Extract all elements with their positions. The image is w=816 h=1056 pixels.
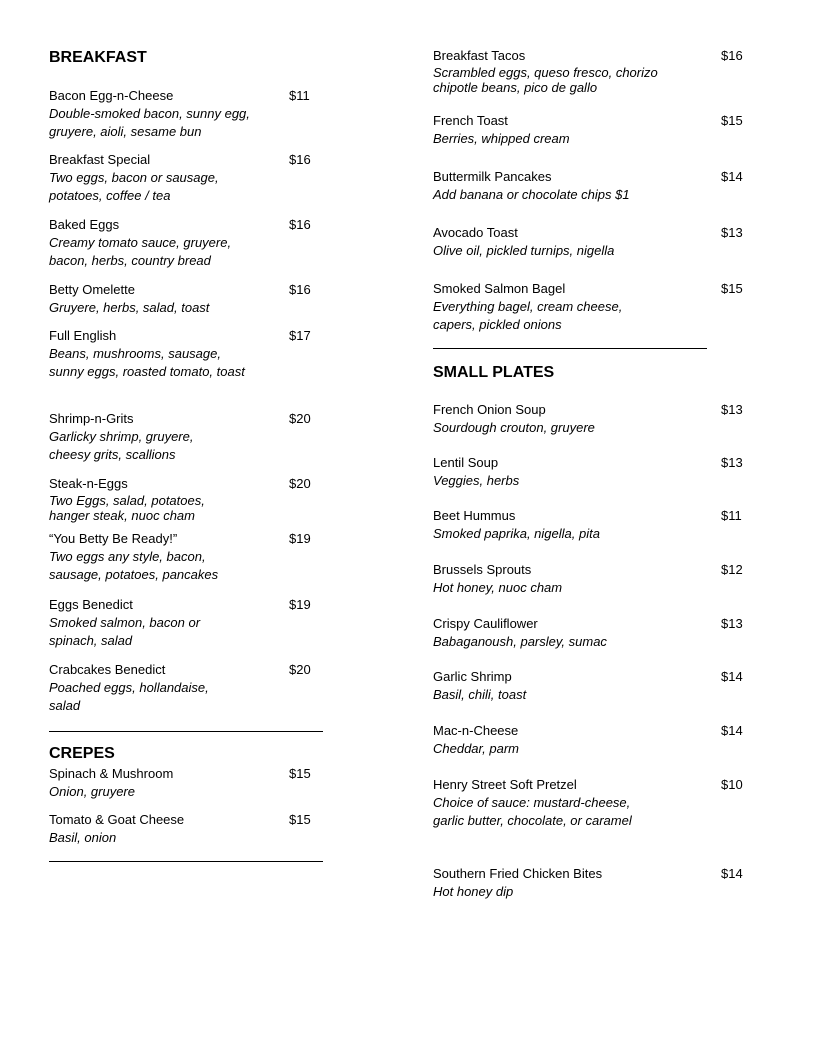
- menu-item: [433, 47, 745, 95]
- item-price: $10: [721, 777, 743, 792]
- item-price: $15: [289, 812, 311, 827]
- item-description: Hot honey, nuoc cham: [433, 580, 563, 595]
- item-description: Babaganoush, parsley, sumac: [433, 634, 607, 649]
- item-price: $16: [721, 48, 743, 63]
- menu-item: [433, 112, 745, 148]
- menu-item: [433, 561, 745, 597]
- menu-item: [49, 811, 323, 847]
- section-divider: [49, 861, 323, 862]
- item-description: Scrambled eggs, queso fresco, chorizo chipotle beans, pico de gallo: [433, 65, 658, 95]
- item-description: Two eggs, bacon or sausage, potatoes, coffee / tea: [49, 170, 219, 203]
- item-price: $20: [289, 662, 311, 677]
- item-name: Bacon Egg-n-Cheese: [49, 88, 174, 103]
- item-name: French Onion Soup: [433, 402, 546, 417]
- item-description: Beans, mushrooms, sausage, sunny eggs, roasted tomato, toast: [49, 346, 245, 379]
- item-description: Garlicky shrimp, gruyere, cheesy grits, scallions: [49, 429, 194, 462]
- item-price: $14: [721, 169, 743, 184]
- item-name: Full English: [49, 328, 117, 343]
- menu-item: [49, 216, 323, 270]
- item-name: Beet Hummus: [433, 508, 516, 523]
- item-name: Baked Eggs: [49, 217, 120, 232]
- item-price: $16: [289, 282, 311, 297]
- item-description: Hot honey dip: [433, 884, 514, 899]
- item-price: $11: [721, 508, 742, 523]
- item-description: Choice of sauce: mustard-cheese, garlic butter, chocolate, or caramel: [433, 795, 632, 828]
- crepes-heading: CREPES: [49, 745, 115, 762]
- item-description: Add banana or chocolate chips $1: [433, 187, 630, 202]
- item-price: $15: [721, 281, 743, 296]
- item-price: $19: [289, 597, 311, 612]
- menu-item: [433, 401, 745, 437]
- menu-item: [433, 280, 745, 334]
- item-price: $17: [289, 328, 311, 343]
- item-name: Buttermilk Pancakes: [433, 169, 552, 184]
- menu-item: [433, 865, 745, 901]
- menu-item: [49, 281, 323, 317]
- menu-item: [49, 530, 323, 584]
- item-description: Gruyere, herbs, salad, toast: [49, 300, 210, 315]
- item-description: Poached eggs, hollandaise, salad: [49, 680, 209, 713]
- menu-item: [49, 661, 323, 715]
- menu-item: [433, 168, 745, 204]
- item-description: Double-smoked bacon, sunny egg, gruyere, aioli, sesame bun: [49, 106, 250, 139]
- menu-item: [49, 475, 323, 523]
- item-price: $15: [721, 113, 743, 128]
- item-name: Brussels Sprouts: [433, 562, 532, 577]
- menu-item: [49, 410, 323, 464]
- item-description: Two eggs any style, bacon, sausage, potatoes, pancakes: [49, 549, 219, 582]
- menu-item: [433, 776, 745, 830]
- item-description: Veggies, herbs: [433, 473, 520, 488]
- menu-item: [433, 454, 745, 490]
- item-description: Everything bagel, cream cheese, capers, pickled onions: [433, 299, 623, 332]
- item-name: Crispy Cauliflower: [433, 616, 538, 631]
- item-price: $13: [721, 402, 743, 417]
- menu-item: [433, 224, 745, 260]
- item-name: Southern Fried Chicken Bites: [433, 866, 603, 881]
- item-price: $11: [289, 88, 310, 103]
- item-description: Smoked paprika, nigella, pita: [433, 526, 600, 541]
- item-name: Henry Street Soft Pretzel: [433, 777, 577, 792]
- item-name: French Toast: [433, 113, 508, 128]
- item-price: $12: [721, 562, 743, 577]
- menu-item: [49, 87, 323, 141]
- item-description: Basil, onion: [49, 830, 117, 845]
- item-description: Sourdough crouton, gruyere: [433, 420, 595, 435]
- item-name: Steak-n-Eggs: [49, 476, 128, 491]
- menu-item: [49, 327, 323, 381]
- item-price: $14: [721, 866, 743, 881]
- item-description: Basil, chili, toast: [433, 687, 527, 702]
- menu-item: [433, 668, 745, 704]
- menu-item: [49, 765, 323, 801]
- menu-item: [49, 596, 323, 650]
- item-price: $15: [289, 766, 311, 781]
- item-price: $20: [289, 476, 311, 491]
- item-name: Garlic Shrimp: [433, 669, 512, 684]
- item-price: $14: [721, 723, 743, 738]
- item-name: Breakfast Special: [49, 152, 151, 167]
- item-name: Betty Omelette: [49, 282, 135, 297]
- item-name: Avocado Toast: [433, 225, 518, 240]
- item-name: Tomato & Goat Cheese: [49, 812, 185, 827]
- item-name: Mac-n-Cheese: [433, 723, 519, 738]
- item-price: $20: [289, 411, 311, 426]
- item-name: Lentil Soup: [433, 455, 499, 470]
- item-price: $16: [289, 152, 311, 167]
- item-name: Shrimp-n-Grits: [49, 411, 134, 426]
- item-price: $19: [289, 531, 311, 546]
- item-description: Smoked salmon, bacon or spinach, salad: [49, 615, 201, 648]
- item-description: Creamy tomato sauce, gruyere, bacon, herbs, country bread: [49, 235, 232, 268]
- section-divider: [433, 348, 707, 349]
- item-name: Smoked Salmon Bagel: [433, 281, 566, 296]
- menu-item: [433, 722, 745, 758]
- item-description: Olive oil, pickled turnips, nigella: [433, 243, 615, 258]
- item-description: Berries, whipped cream: [433, 131, 570, 146]
- section-divider: [49, 731, 323, 732]
- item-name: “You Betty Be Ready!”: [49, 531, 178, 546]
- item-name: Eggs Benedict: [49, 597, 133, 612]
- item-name: Breakfast Tacos: [433, 48, 526, 63]
- menu-item: [49, 151, 323, 205]
- item-name: Spinach & Mushroom: [49, 766, 174, 781]
- item-price: $13: [721, 455, 743, 470]
- item-price: $14: [721, 669, 743, 684]
- item-price: $13: [721, 616, 743, 631]
- item-price: $13: [721, 225, 743, 240]
- menu-item: [433, 507, 745, 543]
- breakfast-heading: BREAKFAST: [49, 49, 147, 66]
- item-description: Cheddar, parm: [433, 741, 519, 756]
- item-description: Onion, gruyere: [49, 784, 135, 799]
- menu-item: [433, 615, 745, 651]
- item-name: Crabcakes Benedict: [49, 662, 166, 677]
- item-description: Two Eggs, salad, potatoes, hanger steak, nuoc cham: [49, 493, 205, 523]
- item-price: $16: [289, 217, 311, 232]
- small-plates-heading: SMALL PLATES: [433, 364, 555, 381]
